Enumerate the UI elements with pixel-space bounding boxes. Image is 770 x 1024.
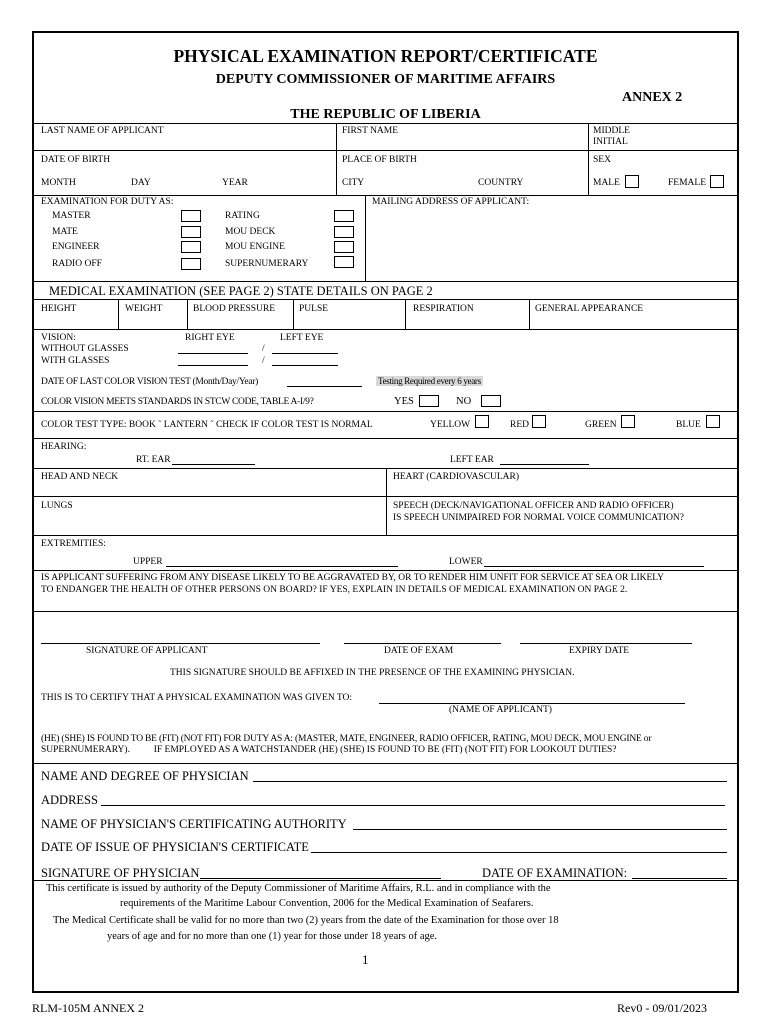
divider	[33, 299, 738, 300]
day-label: DAY	[131, 178, 151, 188]
divider	[33, 123, 738, 124]
divider	[33, 411, 738, 412]
name-applicant-label: (NAME OF APPLICANT)	[449, 705, 552, 715]
divider	[588, 123, 589, 195]
red-label: RED	[510, 420, 529, 430]
right-eye-with-field[interactable]	[178, 365, 248, 366]
physician-address-label: ADDRESS	[41, 793, 98, 807]
testing-required-note: Testing Required every 6 years	[378, 376, 481, 386]
certificate-issue-date-label: DATE OF ISSUE OF PHYSICIAN'S CERTIFICATE	[41, 840, 309, 854]
examination-date-field[interactable]	[632, 878, 727, 879]
speech-question: IS SPEECH UNIMPAIRED FOR NORMAL VOICE COMMUNICATION?	[393, 513, 685, 523]
hearing-label: HEARING:	[41, 442, 87, 452]
fit-statement: (HE) (SHE) IS FOUND TO BE (FIT) (NOT FIT) FOR DUTY AS A: (MASTER, MATE, ENGINEER, RADIO OFFICER, RATING, MOU DECK, MOU ENGINE or	[41, 734, 652, 744]
female-checkbox[interactable]	[710, 175, 724, 188]
no-checkbox[interactable]	[481, 395, 501, 407]
city-label: CITY	[342, 178, 365, 188]
page-number: 1	[362, 952, 369, 967]
pulse-label: PULSE	[299, 304, 329, 314]
authority-statement: This certificate is issued by authority of the Deputy Commissioner of Maritime Affairs, R.L. and in compliance with the	[46, 883, 551, 894]
duty-engineer-label: ENGINEER	[52, 242, 100, 252]
divider	[33, 611, 738, 612]
lower-field[interactable]	[484, 566, 704, 567]
first-name-label: FIRST NAME	[342, 126, 399, 136]
medical-heading: MEDICAL EXAMINATION (SEE PAGE 2) STATE DETAILS ON PAGE 2	[49, 284, 433, 298]
respiration-label: RESPIRATION	[413, 304, 474, 314]
duty-master-label: MASTER	[52, 211, 91, 221]
slash: /	[262, 356, 265, 366]
speech-label: SPEECH (DECK/NAVIGATIONAL OFFICER AND RADIO OFFICER)	[393, 501, 674, 511]
divider	[33, 150, 738, 151]
republic-label: THE REPUBLIC OF LIBERIA	[290, 107, 481, 122]
last-color-test-label: DATE OF LAST COLOR VISION TEST (Month/Day/Year)	[41, 377, 258, 387]
physician-address-field[interactable]	[101, 805, 725, 806]
weight-label: WEIGHT	[125, 304, 163, 314]
right-eye-label: RIGHT EYE	[185, 333, 235, 343]
sex-label: SEX	[593, 155, 611, 165]
height-label: HEIGHT	[41, 304, 77, 314]
duty-mou-engine-checkbox[interactable]	[334, 241, 354, 253]
rt-ear-label: RT. EAR	[136, 455, 171, 465]
applicant-signature-field[interactable]	[41, 643, 320, 644]
last-color-test-field[interactable]	[287, 386, 362, 387]
duty-rating-checkbox[interactable]	[334, 210, 354, 222]
green-checkbox[interactable]	[621, 415, 635, 428]
duty-radio-off-label: RADIO OFF	[52, 259, 102, 269]
physician-signature-field[interactable]	[200, 878, 441, 879]
physician-name-label: NAME AND DEGREE OF PHYSICIAN	[41, 769, 249, 783]
lower-label: LOWER	[449, 557, 483, 567]
with-glasses-label: WITH GLASSES	[41, 356, 110, 366]
duty-supernumerary-checkbox[interactable]	[334, 256, 354, 268]
form-subtitle: DEPUTY COMMISSIONER OF MARITIME AFFAIRS	[215, 72, 556, 87]
color-standards-label: COLOR VISION MEETS STANDARDS IN STCW CODE, TABLE A-I/9?	[41, 397, 314, 407]
right-eye-without-field[interactable]	[178, 353, 248, 354]
certify-statement: THIS IS TO CERTIFY THAT A PHYSICAL EXAMINATION WAS GIVEN TO:	[41, 693, 353, 703]
heart-label: HEART (CARDIOVASCULAR)	[393, 472, 520, 482]
no-label: NO	[456, 396, 472, 407]
duty-mou-deck-label: MOU DECK	[225, 227, 276, 237]
green-label: GREEN	[585, 420, 617, 430]
yellow-label: YELLOW	[430, 420, 471, 430]
duty-mou-deck-checkbox[interactable]	[334, 226, 354, 238]
disease-question: IS APPLICANT SUFFERING FROM ANY DISEASE LIKELY TO BE AGGRAVATED BY, OR TO RENDER HIM UNFIT FOR SERVICE AT SEA OR LIKELY	[41, 573, 665, 583]
form-id: RLM-105M ANNEX 2	[32, 1001, 145, 1015]
divider	[187, 299, 188, 329]
certificating-authority-label: NAME OF PHYSICIAN'S CERTIFICATING AUTHORITY	[41, 817, 347, 831]
divider	[33, 281, 738, 282]
lungs-label: LUNGS	[41, 501, 73, 511]
divider	[33, 880, 738, 881]
country-label: COUNTRY	[478, 178, 524, 188]
certificate-issue-date-field[interactable]	[311, 852, 727, 853]
divider	[33, 329, 738, 330]
color-test-type-label: COLOR TEST TYPE: BOOK ˜ LANTERN ˜ CHECK IF COLOR TEST IS NORMAL	[41, 420, 373, 430]
applicant-name-field[interactable]	[379, 703, 685, 704]
physician-signature-label: SIGNATURE OF PHYSICIAN	[41, 866, 200, 880]
duty-mou-engine-label: MOU ENGINE	[225, 242, 285, 252]
middle-initial-label: INITIAL	[593, 137, 628, 147]
head-neck-label: HEAD AND NECK	[41, 472, 119, 482]
middle-initial-label: MIDDLE	[593, 126, 630, 136]
date-exam-field[interactable]	[344, 643, 501, 644]
duty-heading: EXAMINATION FOR DUTY AS:	[41, 197, 174, 207]
divider	[33, 763, 738, 764]
left-eye-without-field[interactable]	[272, 353, 338, 354]
authority-statement: requirements of the Maritime Labour Convention, 2006 for the Medical Examination of Seafarers.	[120, 898, 534, 909]
female-label: FEMALE	[668, 178, 706, 188]
red-checkbox[interactable]	[532, 415, 546, 428]
duty-mate-label: MATE	[52, 227, 78, 237]
divider	[33, 535, 738, 536]
left-eye-label: LEFT EYE	[280, 333, 324, 343]
expiry-date-label: EXPIRY DATE	[569, 646, 630, 656]
divider	[293, 299, 294, 329]
duty-radio-off-checkbox[interactable]	[181, 258, 201, 270]
divider	[336, 123, 337, 195]
revision-label: Rev0 - 09/01/2023	[617, 1001, 707, 1015]
duty-master-checkbox[interactable]	[181, 210, 201, 222]
blue-label: BLUE	[676, 420, 701, 430]
without-glasses-label: WITHOUT GLASSES	[41, 344, 129, 354]
applicant-signature-label: SIGNATURE OF APPLICANT	[86, 646, 208, 656]
validity-statement: The Medical Certificate shall be valid for no more than two (2) years from the date of the Examination for those over 18	[53, 915, 559, 926]
male-checkbox[interactable]	[625, 175, 639, 188]
yes-label: YES	[394, 396, 414, 407]
yellow-checkbox[interactable]	[475, 415, 489, 428]
month-label: MONTH	[41, 178, 76, 188]
left-ear-field[interactable]	[500, 464, 589, 465]
divider	[33, 570, 738, 571]
duty-supernumerary-label: SUPERNUMERARY	[225, 259, 309, 269]
dob-label: DATE OF BIRTH	[41, 155, 111, 165]
divider	[33, 438, 738, 439]
upper-label: UPPER	[133, 557, 163, 567]
form-title: PHYSICAL EXAMINATION REPORT/CERTIFICATE	[173, 46, 598, 66]
slash: /	[262, 344, 265, 354]
duty-engineer-checkbox[interactable]	[181, 241, 201, 253]
year-label: YEAR	[222, 178, 248, 188]
left-ear-label: LEFT EAR	[450, 455, 494, 465]
general-appearance-label: GENERAL APPEARANCE	[535, 304, 644, 314]
divider	[405, 299, 406, 329]
mailing-address-label: MAILING ADDRESS OF APPLICANT:	[372, 197, 530, 207]
vision-label: VISION:	[41, 333, 76, 343]
yes-checkbox[interactable]	[419, 395, 439, 407]
presence-note: THIS SIGNATURE SHOULD BE AFFIXED IN THE PRESENCE OF THE EXAMINING PHYSICIAN.	[170, 668, 575, 678]
rt-ear-field[interactable]	[172, 464, 255, 465]
fit-statement: SUPERNUMERARY). IF EMPLOYED AS A WATCHSTANDER (HE) (SHE) IS FOUND TO BE (FIT) (NOT FIT) FOR LOOKOUT DUTIES?	[41, 745, 617, 755]
blood-pressure-label: BLOOD PRESSURE	[193, 304, 276, 314]
duty-rating-label: RATING	[225, 211, 260, 221]
divider	[33, 195, 738, 196]
divider	[529, 299, 530, 329]
upper-field[interactable]	[166, 566, 398, 567]
date-exam-label: DATE OF EXAM	[384, 646, 454, 656]
divider	[118, 299, 119, 329]
examination-date-label: DATE OF EXAMINATION:	[482, 866, 628, 880]
divider	[386, 468, 387, 535]
annex-label: ANNEX 2	[622, 90, 683, 105]
pob-label: PLACE OF BIRTH	[342, 155, 417, 165]
duty-mate-checkbox[interactable]	[181, 226, 201, 238]
blue-checkbox[interactable]	[706, 415, 720, 428]
physician-name-field[interactable]	[253, 781, 727, 782]
last-name-label: LAST NAME OF APPLICANT	[41, 126, 164, 136]
extremities-label: EXTREMITIES:	[41, 539, 106, 549]
divider	[33, 496, 738, 497]
expiry-date-field[interactable]	[520, 643, 692, 644]
validity-statement: years of age and for no more than one (1) year for those under 18 years of age.	[107, 931, 438, 942]
divider	[365, 195, 366, 281]
disease-question: TO ENDANGER THE HEALTH OF OTHER PERSONS ON BOARD? IF YES, EXPLAIN IN DETAILS OF MEDICAL EXAMINATION ON PAGE 2.	[41, 585, 628, 595]
left-eye-with-field[interactable]	[272, 365, 338, 366]
male-label: MALE	[593, 178, 620, 188]
certificating-authority-field[interactable]	[353, 829, 727, 830]
